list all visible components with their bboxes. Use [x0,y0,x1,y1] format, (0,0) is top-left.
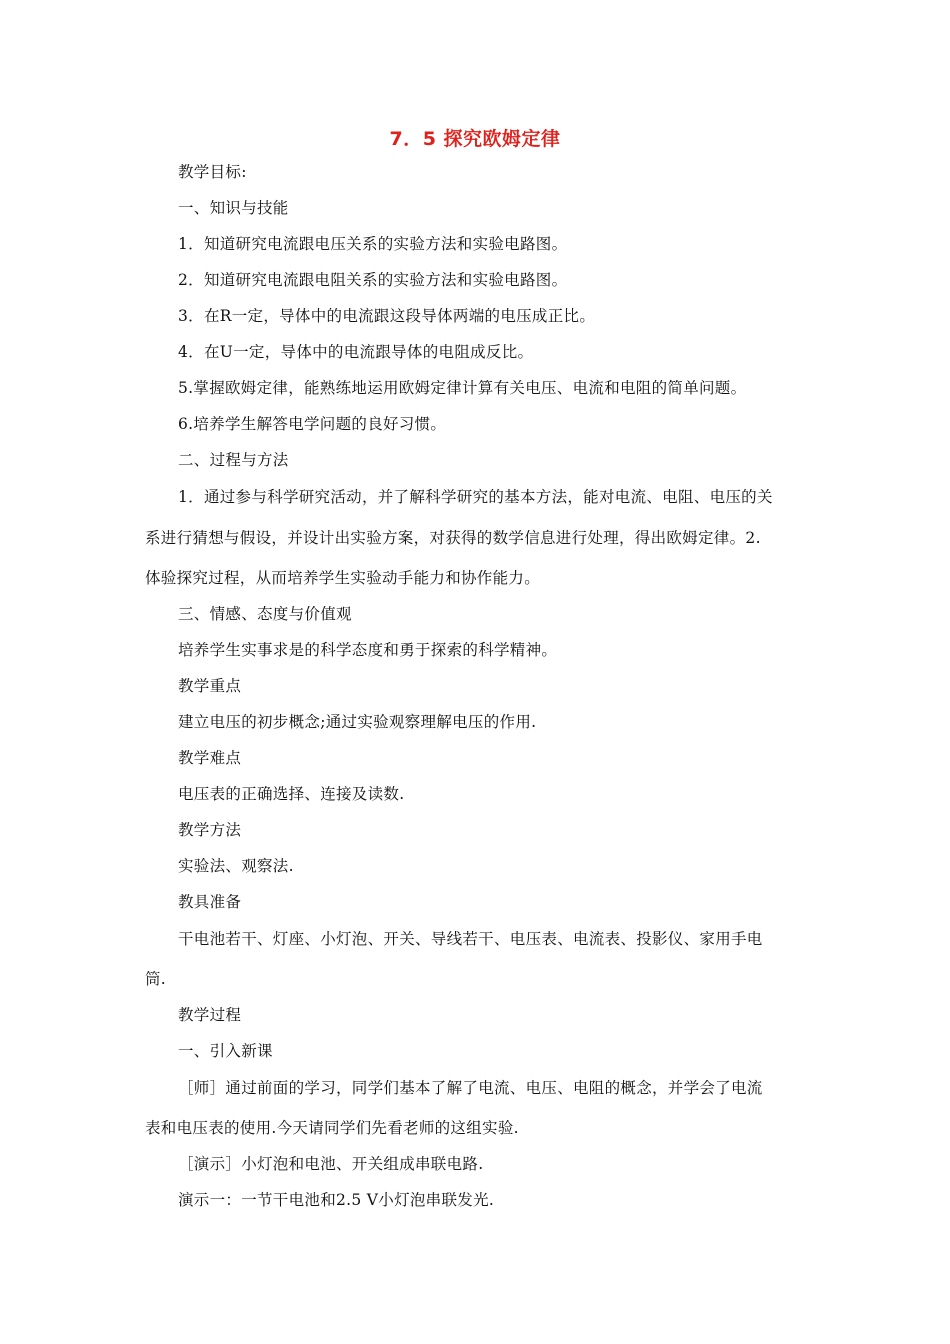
text-line-objectives-heading: 教学目标: [178,163,247,181]
text-line: 演示一：一节干电池和2.5 V小灯泡串联发光. [178,1191,495,1209]
text-line: 表和电压表的使用.今天请同学们先看老师的这组实验. [145,1119,519,1137]
text-line-section2-heading: 二、过程与方法 [178,451,289,469]
text-line-equipment-heading: 教具准备 [178,893,242,911]
text-line-methods-heading: 教学方法 [178,821,242,839]
text-line-difficulties-heading: 教学难点 [178,749,242,767]
text-line: 体验探究过程，从而培养学生实验动手能力和协作能力。 [145,569,541,587]
text-line-intro-heading: 一、引入新课 [178,1042,273,1060]
text-line: 1．通过参与科学研究活动，并了解科学研究的基本方法，能对电流、电阻、电压的关 [178,488,773,506]
text-line: 筒. [145,970,167,988]
text-line: 1．知道研究电流跟电压关系的实验方法和实验电路图。 [178,235,568,253]
text-line: 6.培养学生解答电学问题的良好习惯。 [178,415,447,433]
text-line: 5.掌握欧姆定律，能熟练地运用欧姆定律计算有关电压、电流和电阻的简单问题。 [178,379,747,397]
text-line-process-heading: 教学过程 [178,1006,242,1024]
text-line-section3-heading: 三、情感、态度与价值观 [178,605,352,623]
text-line: 4．在U一定，导体中的电流跟导体的电阻成反比。 [178,343,534,361]
text-line: 系进行猜想与假设，并设计出实验方案，对获得的数学信息进行处理，得出欧姆定律。2. [145,529,761,547]
text-line: 建立电压的初步概念;通过实验观察理解电压的作用. [178,713,537,731]
page-title: 7．5 探究欧姆定律 [389,128,561,150]
text-line: ［演示］小灯泡和电池、开关组成串联电路. [178,1155,484,1173]
text-line: 干电池若干、灯座、小灯泡、开关、导线若干、电压表、电流表、投影仪、家用手电 [178,930,763,948]
text-line: 2．知道研究电流跟电阻关系的实验方法和实验电路图。 [178,271,568,289]
text-line-section1-heading: 一、知识与技能 [178,199,289,217]
text-line: 电压表的正确选择、连接及读数. [178,785,405,803]
text-line: 培养学生实事求是的科学态度和勇于探索的科学精神。 [178,641,558,659]
text-line: 实验法、观察法. [178,857,294,875]
text-line-key-points-heading: 教学重点 [178,677,242,695]
text-line: ［师］通过前面的学习，同学们基本了解了电流、电压、电阻的概念，并学会了电流 [178,1079,763,1097]
text-line: 3．在R一定，导体中的电流跟这段导体两端的电压成正比。 [178,307,596,325]
